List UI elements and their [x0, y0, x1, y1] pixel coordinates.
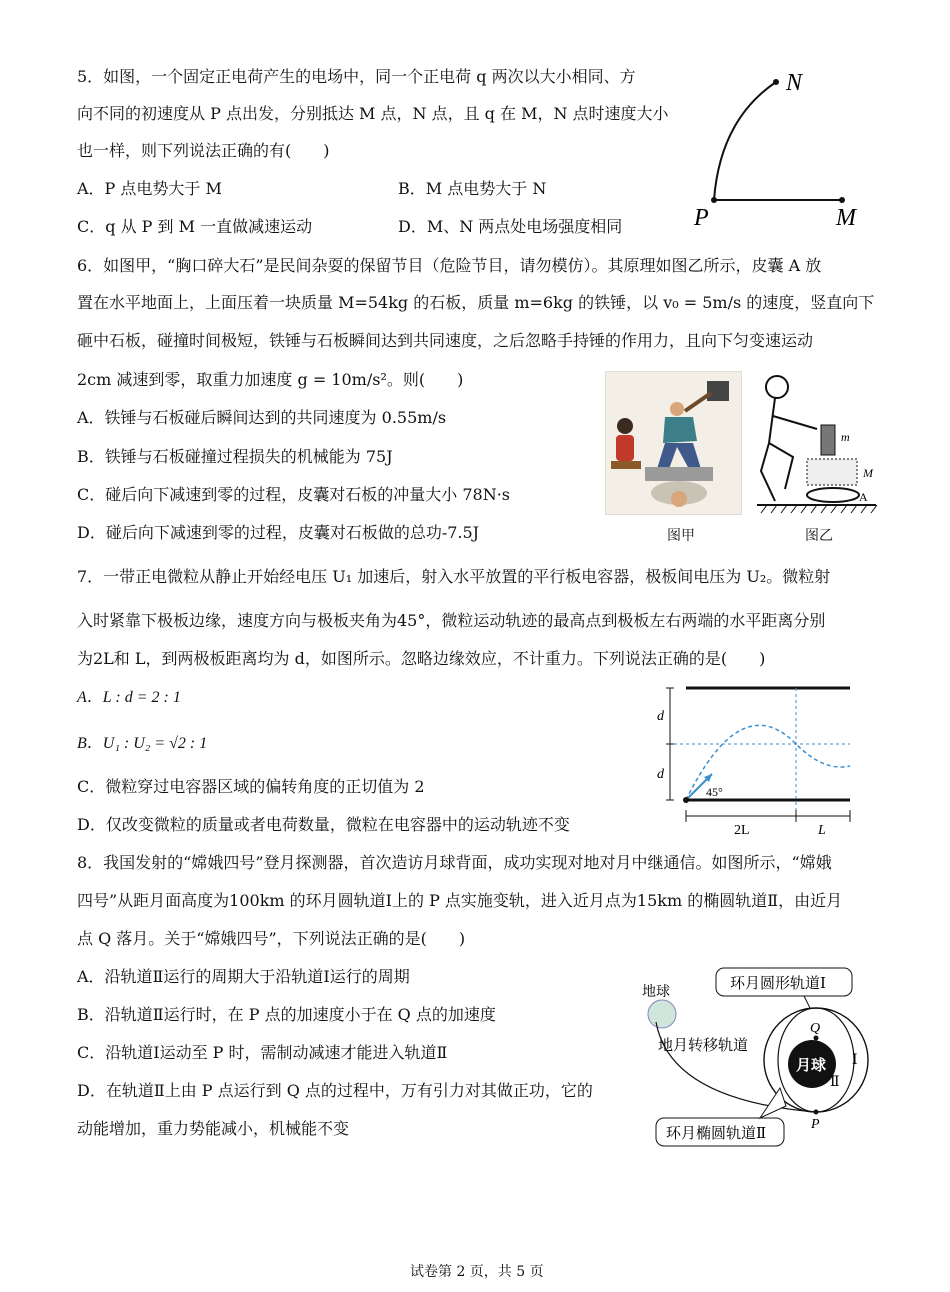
q7-option-d: D．仅改变微粒的质量或者电荷数量，微粒在电容器中的运动轨迹不变 [77, 815, 570, 834]
slab-M [807, 459, 857, 485]
point-p [814, 1110, 819, 1115]
q5-label-n: N [786, 70, 803, 96]
q7-stem-line1: 7．一带正电微粒从静止开始经电压 U₁ 加速后，射入水平放置的平行板电容器，极板间电压为 U₂。微粒射 [77, 567, 831, 586]
man-shirt [663, 417, 697, 443]
label-2l: 2L [734, 823, 750, 838]
q5-stem-line3: 也一样，则下列说法正确的有( ) [77, 141, 330, 160]
q6-stem-line4: 2cm 减速到零，取重力加速度 g = 10m/s²。则( ) [77, 370, 464, 389]
q6-option-d: D．碰后向下减速到零的过程，皮囊对石板做的总功-7.5J [77, 523, 480, 542]
q5-point-n [773, 79, 779, 85]
q5-point-m [839, 197, 845, 203]
q5-label-m: M [836, 205, 856, 231]
q8-stem-line2: 四号”从距月面高度为100km 的环月圆轨道Ⅰ上的 P 点实施变轨，进入近月点为15km 的椭圆轨道Ⅱ，由近月 [77, 891, 843, 910]
child-body [616, 435, 634, 461]
q5-path-pn [714, 82, 776, 200]
earth-icon [648, 1000, 676, 1028]
q5-stem-line2: 向不同的初速度从 P 点出发，分别抵达 M 点，N 点，且 q 在 M，N 点时速度大小 [77, 104, 669, 123]
q5-field-figure [690, 60, 870, 235]
stick-arm [773, 416, 817, 429]
hammer-head [707, 381, 729, 401]
stone-slab [645, 467, 713, 481]
entry-point [683, 797, 689, 803]
label-orbit-ii: Ⅱ [830, 1075, 840, 1090]
label-d-upper: d [657, 709, 664, 724]
q6-caption-a: 图甲 [667, 528, 695, 544]
q8-option-c: C．沿轨道Ⅰ运动至 P 时，需制动减速才能进入轨道Ⅱ [77, 1043, 448, 1062]
q8-orbit-figure [630, 960, 880, 1150]
label-M: M [863, 466, 873, 480]
label-l: L [818, 823, 826, 838]
q5-option-b: B．M 点电势大于 N [398, 179, 547, 198]
q8-option-d-line2: 动能增加，重力势能减小，机械能不变 [77, 1119, 350, 1138]
label-d-lower: d [657, 767, 664, 782]
q6-caption-b: 图乙 [805, 528, 833, 544]
q8-stem-line1: 8．我国发射的“嫦娥四号”登月探测器，首次造访月球背面，成功实现对地对月中继通信。如图所示，“嫦娥 [77, 853, 832, 872]
q7-option-c: C．微粒穿过电容器区域的偏转角度的正切值为 2 [77, 777, 425, 796]
page-footer: 试卷第 2 页，共 5 页 [410, 1264, 544, 1280]
q8-stem-line3: 点 Q 落月。关于“嫦娥四号”，下列说法正确的是( ) [77, 929, 466, 948]
q5-option-c: C．q 从 P 到 M 一直做减速运动 [77, 217, 313, 236]
stick-head [766, 376, 788, 398]
q6-option-b: B．铁锤与石板碰撞过程损失的机械能为 75J [77, 447, 393, 466]
q6-stem-line1: 6．如图甲，“胸口碎大石”是民间杂耍的保留节目（危险节目，请勿模仿）。其原理如图乙所示，皮囊 A 放 [77, 256, 822, 275]
q7-stem-line3: 为2L和 L，到两极板距离均为 d，如图所示。忽略边缘效应，不计重力。下列说法正确的是( ) [77, 649, 766, 668]
q5-label-p: P [694, 205, 709, 231]
q6-option-a: A．铁锤与石板碰后瞬间达到的共同速度为 0.55m/s [77, 408, 447, 427]
man-head [670, 402, 684, 416]
q8-option-b: B．沿轨道Ⅱ运行时，在 P 点的加速度小于在 Q 点的加速度 [77, 1005, 496, 1024]
hammer-m [821, 425, 835, 455]
q6-option-c: C．碰后向下减速到零的过程，皮囊对石板的冲量大小 78N·s [77, 485, 510, 504]
q6-stem-line2: 置在水平地面上，上面压着一块质量 M=54kg 的石板，质量 m=6kg 的铁锤，以 v₀ = 5m/s 的速度，竖直向下 [77, 293, 875, 312]
label-moon: 月球 [796, 1058, 827, 1074]
q5-option-a: A．P 点电势大于 M [77, 179, 222, 198]
q7-option-a: A．L : d = 2 : 1 [77, 689, 181, 706]
point-q [814, 1036, 819, 1041]
q6-illustration-photo [605, 371, 742, 515]
child-head [617, 418, 633, 434]
q5-option-d: D．M、N 两点处电场强度相同 [398, 217, 623, 236]
label-q: Q [810, 1021, 821, 1036]
label-angle: 45° [706, 785, 723, 799]
q7-capacitor-figure [650, 680, 880, 838]
label-circular-orbit: 环月圆形轨道Ⅰ [730, 976, 826, 992]
q5-point-p [711, 197, 717, 203]
label-orbit-i: Ⅰ [852, 1053, 858, 1068]
q7-option-b: B．U₁ : U₂ = √2 : 1 [77, 735, 208, 752]
q5-stem-line1: 5．如图，一个固定正电荷产生的电场中，同一个正电荷 q 两次以大小相同、方 [77, 67, 636, 86]
q8-option-d-line1: D．在轨道Ⅱ上由 P 点运行到 Q 点的过程中，万有引力对其做正功，它的 [77, 1081, 593, 1100]
q8-option-a: A．沿轨道Ⅱ运行的周期大于沿轨道Ⅰ运行的周期 [77, 967, 410, 986]
label-A: A [859, 490, 868, 504]
label-transfer-orbit: 地月转移轨道 [658, 1038, 749, 1054]
q7-stem-line2: 入时紧靠下极板边缘，速度方向与极板夹角为45°，微粒运动轨迹的最高点到极板左右两端的水平距离分别 [77, 611, 826, 630]
label-p: P [811, 1117, 820, 1132]
label-m: m [841, 430, 850, 444]
q6-stem-line3: 砸中石板，碰撞时间极短，铁锤与石板瞬间达到共同速度，之后忽略手持锤的作用力，且向下匀变速运动 [77, 331, 814, 350]
label-earth: 地球 [642, 985, 670, 1000]
stool [611, 461, 641, 469]
bladder-A [807, 488, 859, 502]
label-elliptical-orbit: 环月椭圆轨道Ⅱ [666, 1126, 767, 1142]
q6-schematic-figure [755, 371, 878, 519]
